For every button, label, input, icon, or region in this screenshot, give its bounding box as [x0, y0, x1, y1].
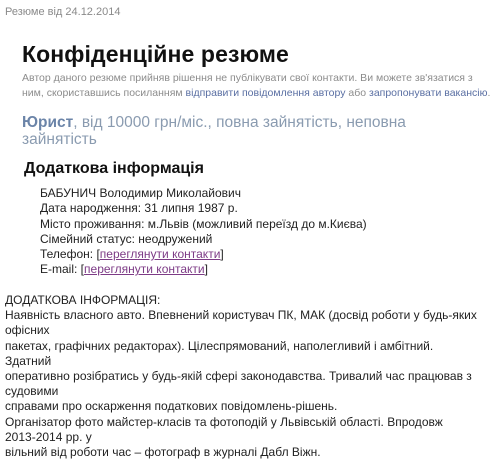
headline-conditions: , від 10000 грн/міс., повна зайнятість, неповна зайнятість: [22, 114, 406, 148]
body-line: судовими: [5, 384, 59, 399]
body-line: оперативно розібратись у будь-якій сфері законодавства. Тривалий час працював з: [5, 369, 472, 384]
notice-text-end: .: [487, 87, 491, 99]
body-line: офісних: [5, 323, 50, 338]
birth-date: Дата народження: 31 липня 1987 р.: [40, 201, 238, 216]
section-title-additional-info: Додаткова інформація: [24, 160, 204, 177]
personal-details: [40, 186, 367, 278]
body-line: Здатний: [5, 353, 52, 368]
phone-row: [40, 247, 367, 262]
bracket-open: [: [96, 247, 100, 262]
phone-label: Телефон:: [40, 247, 97, 262]
email-label: E-mail:: [40, 262, 81, 277]
additional-info-text: [5, 293, 477, 460]
bracket-open: [: [80, 262, 85, 277]
body-line: справами про оскарження податкових повідомлень-рішень.: [5, 399, 338, 414]
offer-vacancy-link[interactable]: запропонувати вакансію: [369, 87, 488, 99]
privacy-notice: [22, 71, 492, 101]
show-email-link[interactable]: переглянути контакти: [84, 262, 205, 277]
notice-text: Автор даного резюме прийняв рішення не публікувати свої контакти. Ви можете зв'язатися з ним, скориставшись посиланням: [22, 72, 473, 99]
resume-date: Резюме від 24.12.2014: [5, 6, 121, 18]
email-row: [40, 262, 367, 277]
body-line: Наявність власного авто. Впевнений користувач ПК, МАК (досвід роботи у будь-яких: [5, 308, 477, 323]
body-line: 2013-2014 рр. у: [5, 429, 92, 444]
page-title: Конфіденційне резюме: [22, 41, 289, 67]
full-name: БАБУНИЧ Володимир Миколайович: [40, 186, 241, 200]
job-title: Юрист: [22, 114, 74, 131]
resume-headline: [22, 114, 442, 148]
body-line: ДОДАТКОВА ІНФОРМАЦІЯ:: [5, 293, 161, 307]
body-line: Організатор фото майстер-класів та фотоподій у Львівській області. Впродовж: [5, 414, 443, 429]
notice-text-or: або: [345, 87, 369, 99]
residence: Місто проживання: м.Львів (можливий переїзд до м.Києва): [40, 216, 367, 231]
show-phone-link[interactable]: переглянути контакти: [99, 247, 221, 262]
bracket-close: ]: [220, 247, 224, 262]
body-line: пакетах, графічних редакторах). Цілеспрямований, наполегливий і амбітний.: [5, 338, 434, 353]
bracket-close: ]: [204, 262, 208, 277]
family-status: Сімейний статус: неодружений: [40, 231, 213, 246]
send-message-link[interactable]: відправити повідомлення автору: [185, 87, 346, 99]
body-line: вільний від роботи час – фотограф в журналі Дабл Віжн.: [5, 445, 321, 460]
